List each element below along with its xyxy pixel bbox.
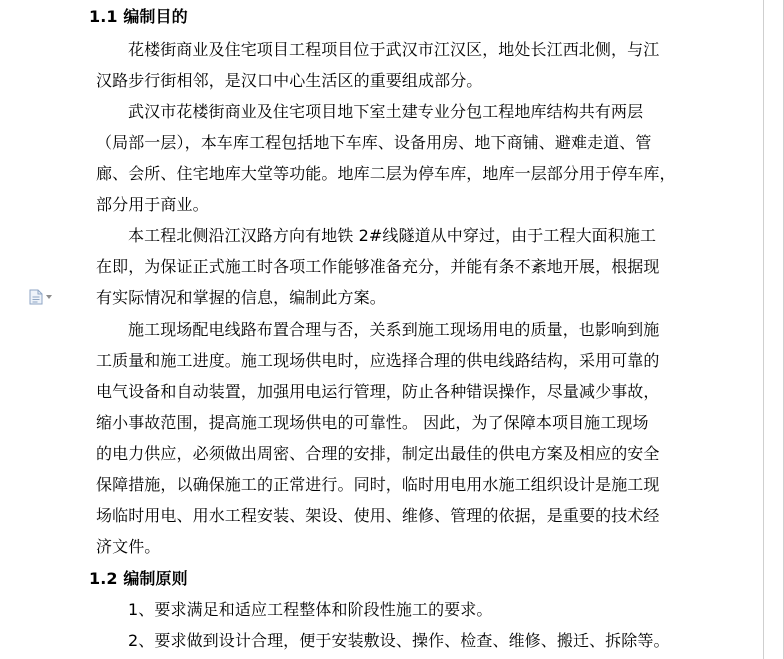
section-heading: 1.1 编制目的: [89, 7, 188, 26]
page-edge-line: [763, 0, 764, 659]
chevron-down-icon: [46, 295, 52, 299]
paragraph-line: 部分用于商业。: [96, 195, 209, 214]
paragraph-line: 在即，为保证正式施工时各项工作能够准备充分，并能有条不紊地开展，根据现: [96, 257, 660, 276]
paragraph-line: 工质量和施工进度。施工现场供电时，应选择合理的供电线路结构，采用可靠的: [96, 351, 660, 370]
paragraph-line: 本工程北侧沿江汉路方向有地铁 2#线隧道从中穿过，由于工程大面积施工: [128, 226, 657, 245]
paragraph-line: 有实际情况和掌握的信息，编制此方案。: [96, 288, 386, 307]
paragraph-line: 汉路步行街相邻，是汉口中心生活区的重要组成部分。: [96, 71, 483, 90]
paragraph-line: 电气设备和自动装置，加强用电运行管理，防止各种错误操作，尽量减少事故，: [96, 382, 660, 401]
paragraph-line: 缩小事故范围，提高施工现场供电的可靠性。 因此，为了保障本项目施工现场: [96, 413, 649, 432]
paragraph-line: 的电力供应，必须做出周密、合理的安排，制定出最佳的供电方案及相应的安全: [96, 444, 660, 463]
paragraph-line: 花楼街商业及住宅项目工程项目位于武汉市江汉区，地处长江西北侧，与江: [128, 40, 660, 59]
paragraph-line: 保障措施，以确保施工的正常进行。同时，临时用电用水施工组织设计是施工现: [96, 475, 660, 494]
paragraph-line: 场临时用电、用水工程安装、架设、使用、维修、管理的依据，是重要的技术经: [96, 506, 660, 525]
paragraph-line: 济文件。: [96, 537, 161, 556]
paragraph-line: 施工现场配电线路布置合理与否，关系到施工现场用电的质量，也影响到施: [128, 320, 660, 339]
document-icon: [29, 289, 43, 305]
list-item: 2、要求做到设计合理，便于安装敷设、操作、检查、维修、搬迁、拆除等。: [128, 631, 670, 650]
paragraph-options-icon[interactable]: [29, 289, 53, 305]
section-heading: 1.2 编制原则: [89, 569, 188, 588]
paragraph-line: 廊、会所、住宅地库大堂等功能。地库二层为停车库，地库一层部分用于停车库，: [96, 164, 676, 183]
paragraph-line: （局部一层），本车库工程包括地下车库、设备用房、地下商铺、避难走道、管: [96, 133, 652, 152]
list-item: 1、要求满足和适应工程整体和阶段性施工的要求。: [128, 600, 493, 619]
paragraph-line: 武汉市花楼街商业及住宅项目地下室土建专业分包工程地库结构共有两层: [128, 102, 644, 121]
